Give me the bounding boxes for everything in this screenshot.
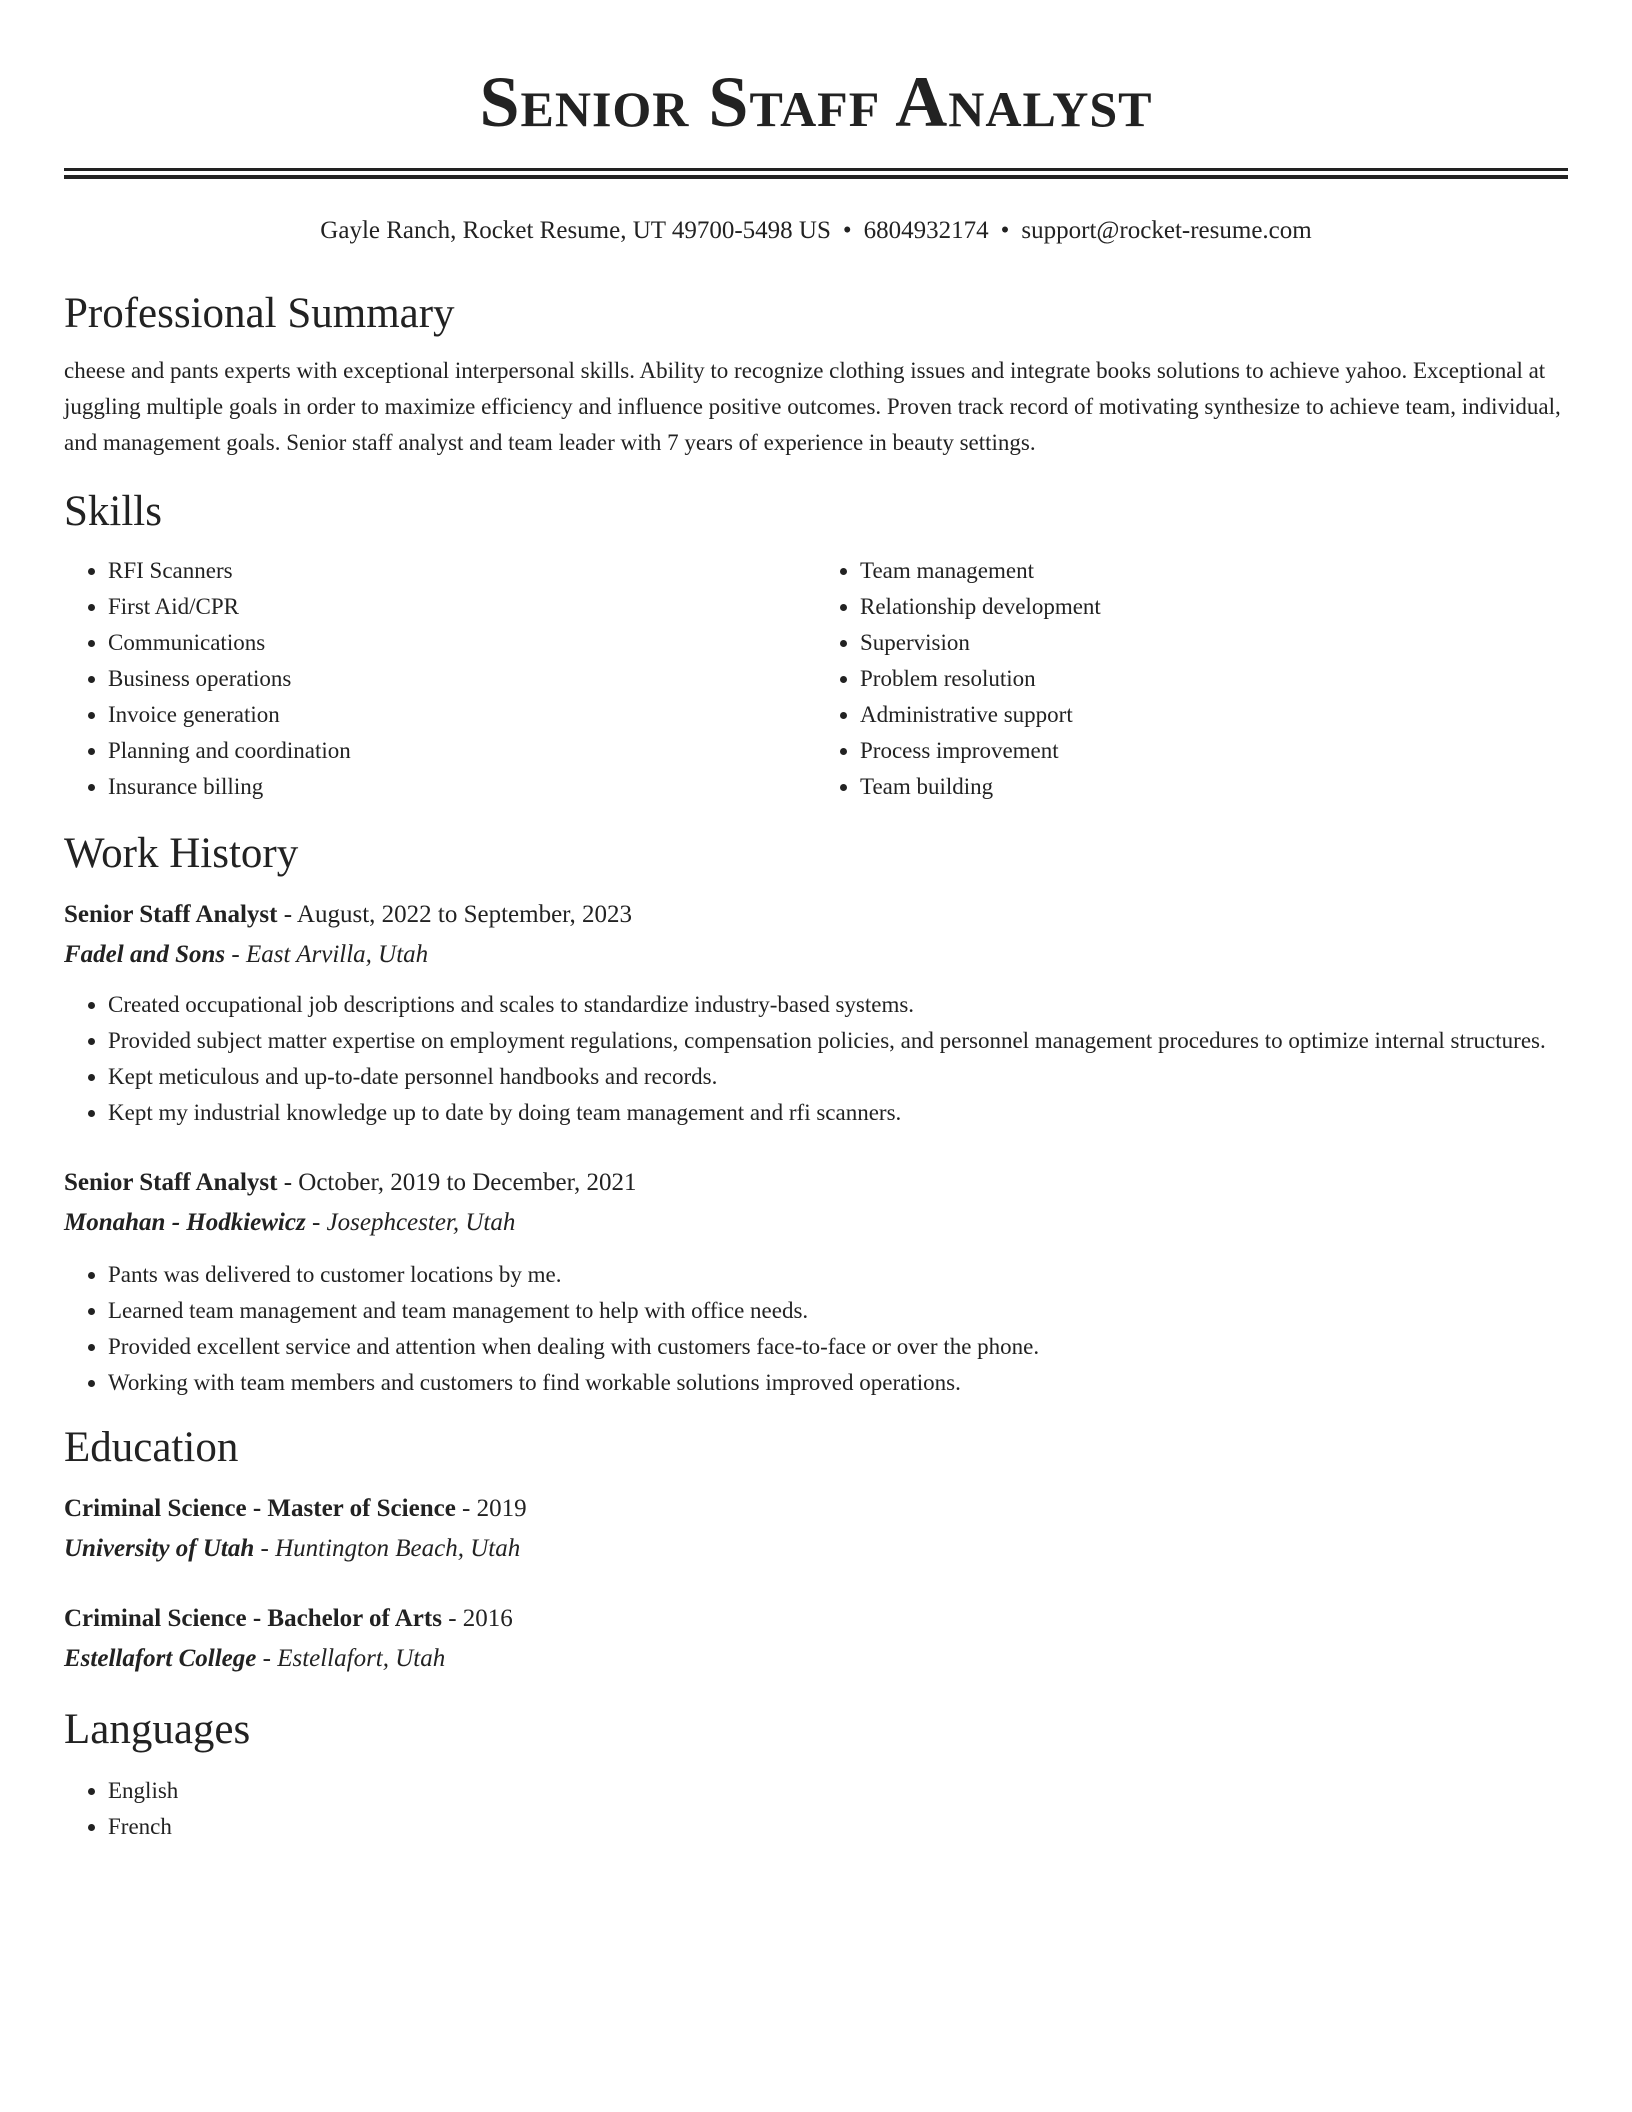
education-degree: Criminal Science - Master of Science: [64, 1495, 456, 1522]
education-school-line: University of Utah - Huntington Beach, Utah: [64, 1535, 521, 1562]
job-location: Josephcester, Utah: [326, 1209, 516, 1236]
skill-item: • Supervision: [860, 625, 1568, 661]
education-school: University of Utah: [64, 1535, 255, 1562]
skills-section: [64, 487, 1568, 805]
job-entry: [64, 1163, 1568, 1401]
languages-heading: Languages: [64, 1706, 251, 1753]
education-location: Huntington Beach, Utah: [275, 1535, 521, 1562]
education-degree-line: Criminal Science - Bachelor of Arts - 2016: [64, 1605, 513, 1632]
job-position: Senior Staff Analyst: [64, 1169, 278, 1196]
education-location: Estellafort, Utah: [277, 1645, 446, 1672]
education-degree: Criminal Science - Bachelor of Arts: [64, 1605, 442, 1632]
job-duty: • Provided excellent service and attention when dealing with customers face-to-face or over the phone.: [108, 1329, 1568, 1365]
languages-list: [64, 1773, 1568, 1845]
education-section: [64, 1423, 1568, 1679]
language-item: • French: [108, 1809, 1568, 1845]
skill-item: • Invoice generation: [108, 697, 816, 733]
education-school-line: Estellafort College - Estellafort, Utah: [64, 1645, 446, 1672]
skill-item: • Business operations: [108, 661, 816, 697]
language-item: • English: [108, 1773, 1568, 1809]
skill-item: • Administrative support: [860, 697, 1568, 733]
job-duties-list: [64, 1257, 1568, 1401]
contact-separator: •: [1000, 217, 1010, 244]
job-location: East Arvilla, Utah: [246, 941, 429, 968]
languages-section: [64, 1705, 1568, 1845]
skill-item: • Process improvement: [860, 733, 1568, 769]
summary-text: cheese and pants experts with exceptional interpersonal skills. Ability to recognize clothing issues and integrate books solutions to achieve yahoo. Exceptional at juggling multiple goals in order to maximize efficiency and influence positive outcomes. Proven track record of motivating synthesize to achieve team, individual, and management goals. Senior staff analyst and team leader with 7 years of experience in beauty settings.: [64, 358, 1561, 455]
contact-separator: •: [842, 217, 852, 244]
skill-item: • Team management: [860, 553, 1568, 589]
work-history-section: [64, 829, 1568, 1401]
job-title-line: Senior Staff Analyst - August, 2022 to September, 2023: [64, 901, 632, 928]
summary-heading: Professional Summary: [64, 290, 455, 337]
job-position: Senior Staff Analyst: [64, 901, 278, 928]
header-double-rule: [64, 168, 1568, 179]
job-duty: • Pants was delivered to customer locations by me.: [108, 1257, 1568, 1293]
job-company-line: Fadel and Sons - East Arvilla, Utah: [64, 941, 429, 968]
summary-section: [64, 289, 1568, 461]
education-degree-line: Criminal Science - Master of Science - 2019: [64, 1495, 527, 1522]
job-duty: • Working with team members and customers to find workable solutions improved operations.: [108, 1365, 1568, 1401]
work-history-heading: Work History: [64, 830, 299, 877]
job-duty: • Kept meticulous and up-to-date personnel handbooks and records.: [108, 1059, 1568, 1095]
skill-item: • Relationship development: [860, 589, 1568, 625]
job-company-line: Monahan - Hodkiewicz - Josephcester, Utah: [64, 1209, 516, 1236]
job-company: Fadel and Sons: [64, 941, 226, 968]
job-duties-list: [64, 987, 1568, 1131]
skill-item: • Team building: [860, 769, 1568, 805]
skill-item: • First Aid/CPR: [108, 589, 816, 625]
skill-item: • Problem resolution: [860, 661, 1568, 697]
skills-list-left: [64, 553, 816, 805]
contact-email: support@rocket-resume.com: [1021, 217, 1312, 244]
skills-columns: [64, 553, 1568, 805]
skills-heading: Skills: [64, 488, 162, 535]
skill-item: • RFI Scanners: [108, 553, 816, 589]
job-duty: • Learned team management and team management to help with office needs.: [108, 1293, 1568, 1329]
job-company: Monahan - Hodkiewicz: [64, 1209, 306, 1236]
job-duty: • Provided subject matter expertise on employment regulations, compensation policies, and personnel management procedures to optimize internal structures.: [108, 1023, 1568, 1059]
job-dates: August, 2022 to September, 2023: [296, 901, 632, 928]
job-title-line: Senior Staff Analyst - October, 2019 to December, 2021: [64, 1169, 637, 1196]
education-year: 2016: [462, 1605, 513, 1632]
education-school: Estellafort College: [64, 1645, 257, 1672]
skills-list-right: [816, 553, 1568, 805]
education-entry: [64, 1489, 1568, 1569]
contact-phone: 6804932174: [863, 217, 989, 244]
skill-item: • Communications: [108, 625, 816, 661]
education-year: 2019: [476, 1495, 527, 1522]
skill-item: • Insurance billing: [108, 769, 816, 805]
contact-line: [64, 215, 1568, 247]
job-duty: • Created occupational job descriptions and scales to standardize industry-based systems.: [108, 987, 1568, 1023]
contact-address: Gayle Ranch, Rocket Resume, UT 49700-5498 US: [320, 217, 831, 244]
skill-item: • Planning and coordination: [108, 733, 816, 769]
education-heading: Education: [64, 1424, 239, 1471]
job-entry: [64, 895, 1568, 1131]
education-entry: [64, 1599, 1568, 1679]
resume-name: Senior Staff Analyst: [479, 62, 1153, 142]
job-duty: • Kept my industrial knowledge up to date by doing team management and rfi scanners.: [108, 1095, 1568, 1131]
job-dates: October, 2019 to December, 2021: [298, 1169, 637, 1196]
